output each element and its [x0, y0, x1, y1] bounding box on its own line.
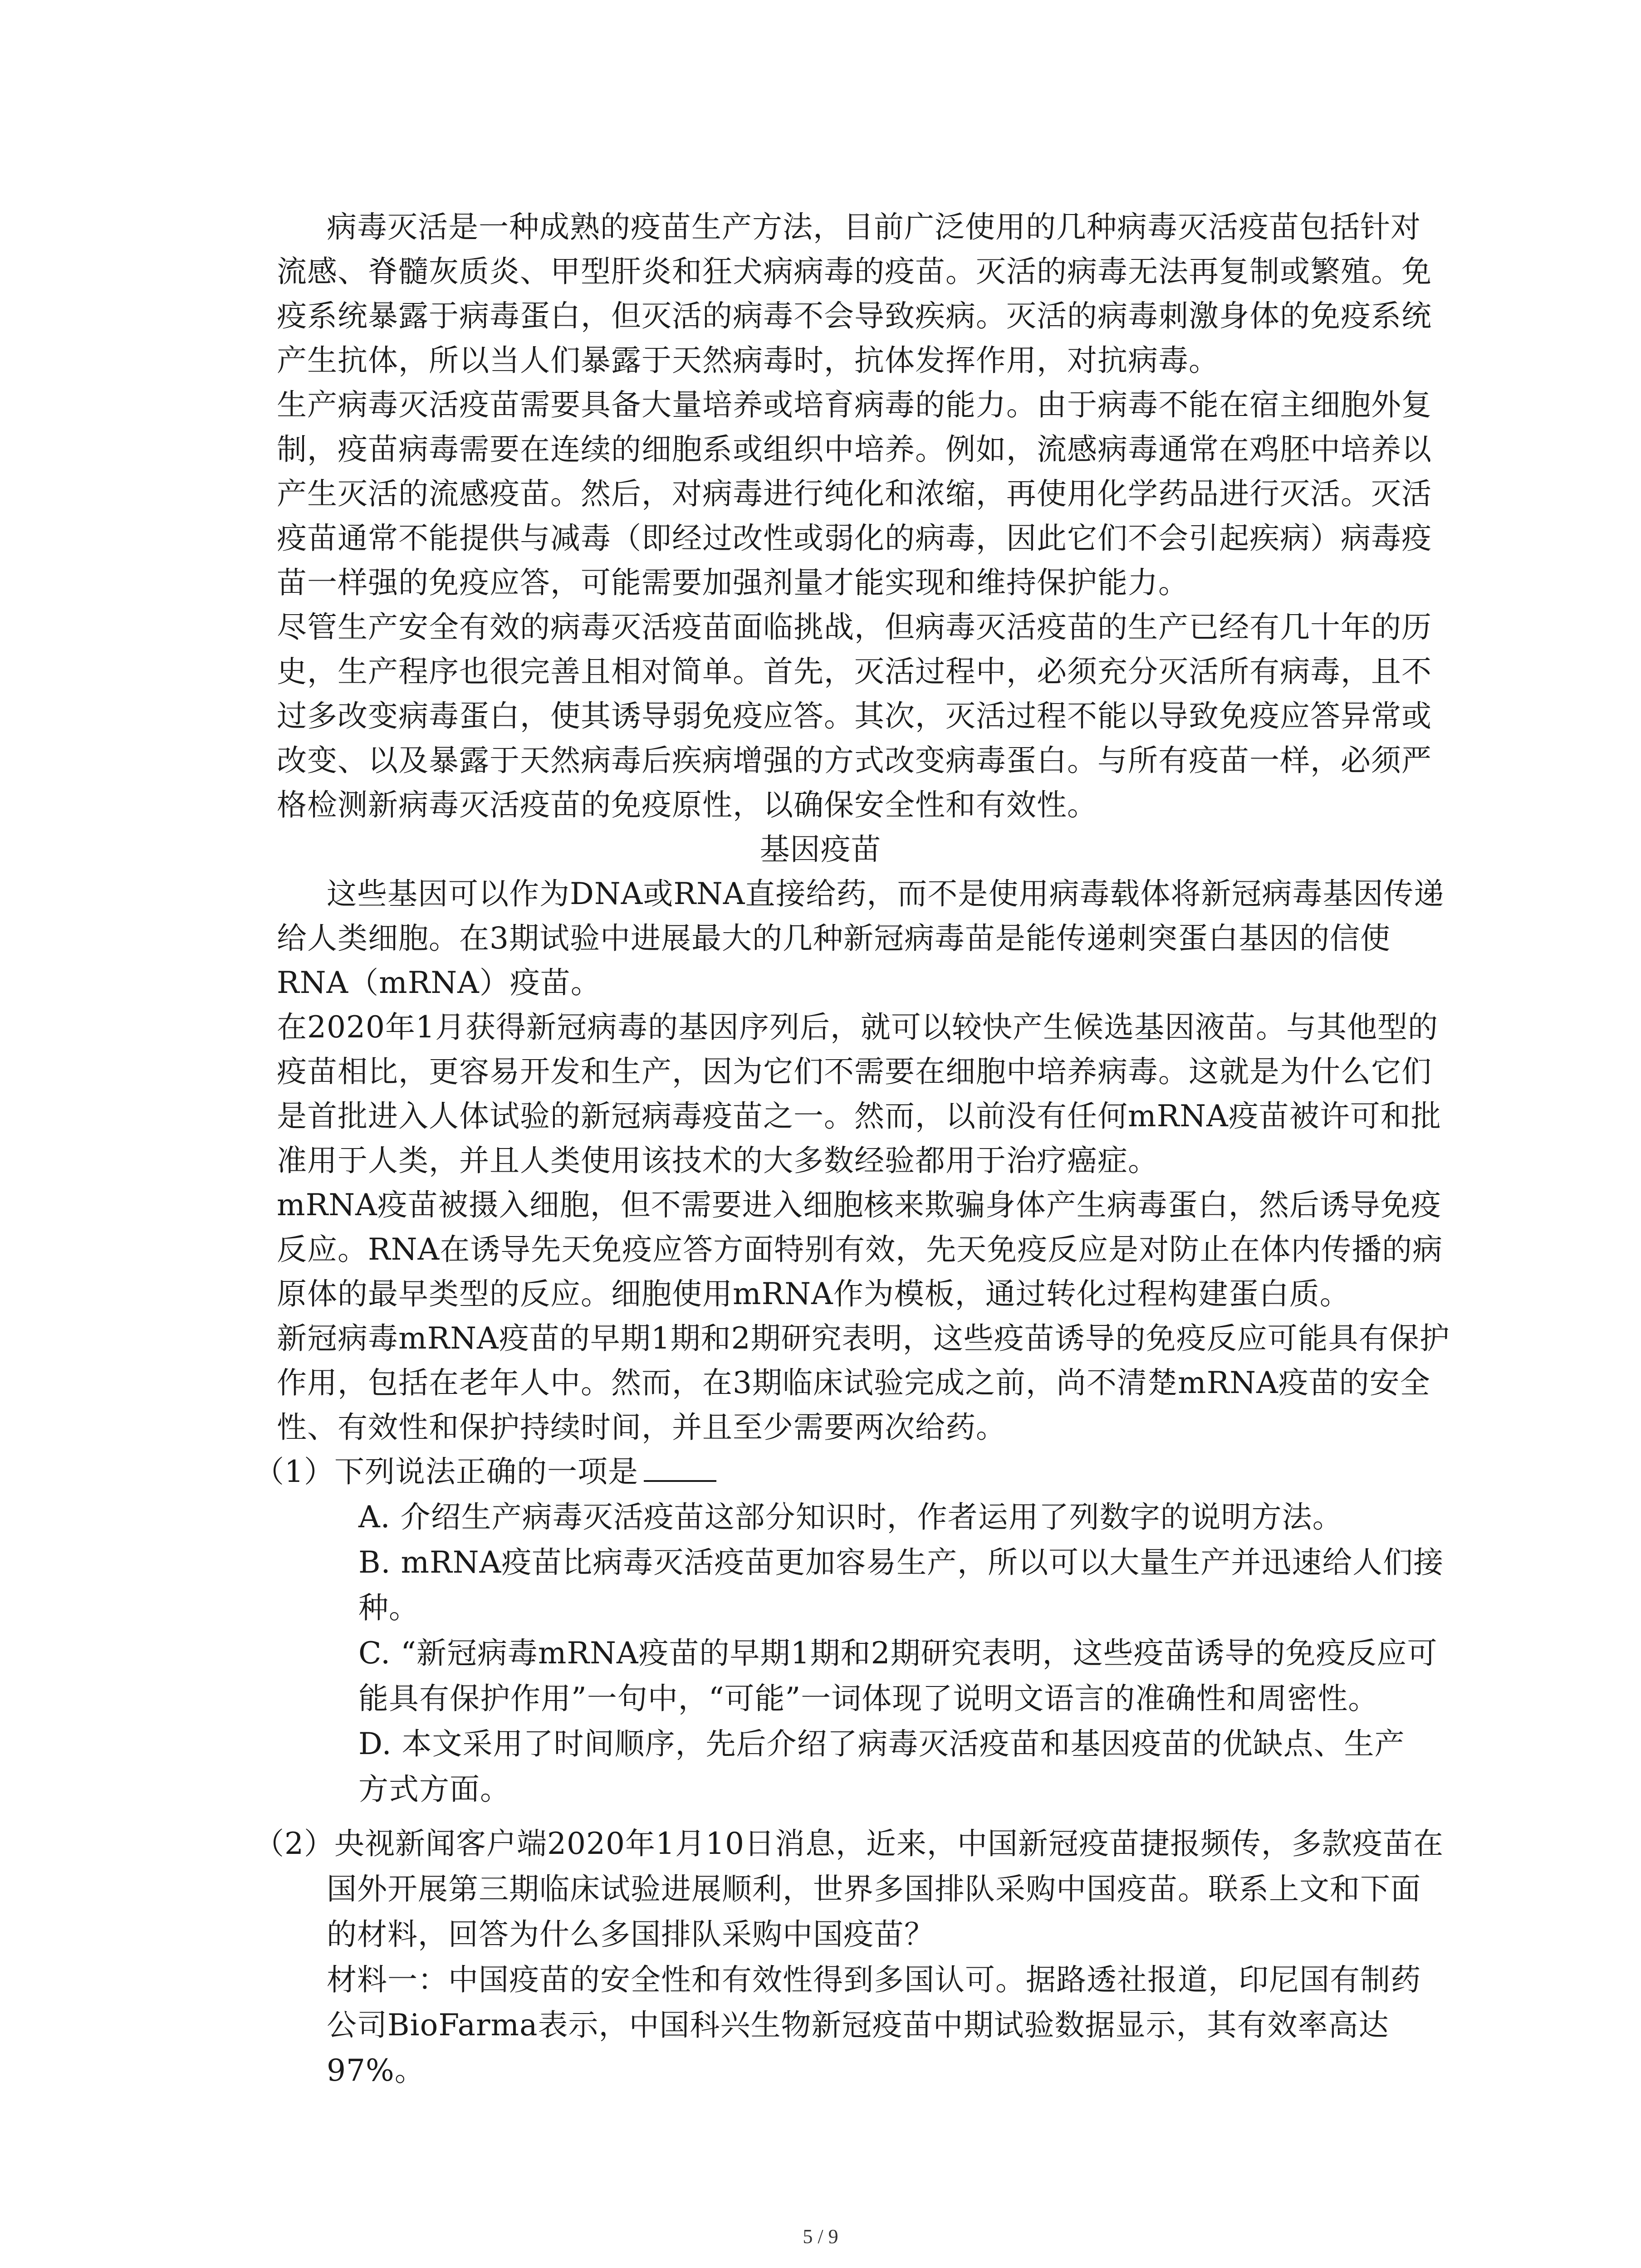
text-line: 制，疫苗病毒需要在连续的细胞系或组织中培养。例如，流感病毒通常在鸡胚中培养以: [277, 432, 1432, 467]
question-1: [254, 1450, 716, 1494]
text-line: 新冠病毒mRNA疫苗的早期1期和2期研究表明，这些疫苗诱导的免疫反应可能具有保护: [277, 1321, 1450, 1356]
page-number: 5 / 9: [803, 2225, 838, 2248]
text-line: 这些基因可以作为DNA或RNA直接给药，而不是使用病毒载体将新冠病毒基因传递: [327, 876, 1445, 911]
text-line: 产生抗体，所以当人们暴露于天然病毒时，抗体发挥作用，对抗病毒。: [277, 343, 1219, 378]
text-line: 病毒灭活是一种成熟的疫苗生产方法，目前广泛使用的几种病毒灭活疫苗包括针对: [327, 210, 1421, 244]
text-line: 疫系统暴露于病毒蛋白，但灭活的病毒不会导致疾病。灭活的病毒刺激身体的免疫系统: [277, 298, 1432, 333]
text-line: 准用于人类，并且人类使用该技术的大多数经验都用于治疗癌症。: [277, 1143, 1158, 1178]
material-1-cont: 97%。: [327, 2053, 425, 2088]
text-line: 史，生产程序也很完善且相对简单。首先，灭活过程中，必须充分灭活所有病毒，且不: [277, 654, 1432, 689]
text-line: 疫苗相比，更容易开发和生产，因为它们不需要在细胞中培养病毒。这就是为什么它们: [277, 1054, 1432, 1089]
text-line: 尽管生产安全有效的病毒灭活疫苗面临挑战，但病毒灭活疫苗的生产已经有几十年的历: [277, 610, 1432, 645]
text-line: 疫苗通常不能提供与减毒（即经过改性或弱化的病毒，因此它们不会引起疾病）病毒疫: [277, 521, 1432, 556]
question-2-cont: 国外开展第三期临床试验进展顺利，世界多国排队采购中国疫苗。联系上文和下面: [327, 1872, 1421, 1906]
text-line: 反应。RNA在诱导先天免疫应答方面特别有效，先天免疫反应是对防止在体内传播的病: [277, 1232, 1443, 1267]
option-a: A. 介绍生产病毒灭活疫苗这部分知识时，作者运用了列数字的说明方法。: [358, 1500, 1343, 1535]
text-line: mRNA疫苗被摄入细胞，但不需要进入细胞核来欺骗身体产生病毒蛋白，然后诱导免疫: [277, 1188, 1441, 1222]
text-line: 给人类细胞。在3期试验中进展最大的几种新冠病毒苗是能传递刺突蛋白基因的信使: [277, 921, 1391, 956]
text-line: 性、有效性和保护持续时间，并且至少需要两次给药。: [277, 1410, 1006, 1445]
text-line: 原体的最早类型的反应。细胞使用mRNA作为模板，通过转化过程构建蛋白质。: [277, 1276, 1350, 1311]
section-heading: 基因疫苗: [759, 832, 882, 867]
option-c: C. “新冠病毒mRNA疫苗的早期1期和2期研究表明，这些疫苗诱导的免疫反应可: [358, 1636, 1438, 1671]
text-line: 作用，包括在老年人中。然而，在3期临床试验完成之前，尚不清楚mRNA疫苗的安全: [277, 1365, 1430, 1400]
text-line: 苗一样强的免疫应答，可能需要加强剂量才能实现和维持保护能力。: [277, 565, 1189, 600]
text-line: 流感、脊髓灰质炎、甲型肝炎和狂犬病病毒的疫苗。灭活的病毒无法再复制或繁殖。免: [277, 254, 1432, 289]
option-c-cont: 能具有保护作用”一句中，“可能”一词体现了说明文语言的准确性和周密性。: [358, 1681, 1379, 1716]
text-line: 产生灭活的流感疫苗。然后，对病毒进行纯化和浓缩，再使用化学药品进行灭活。灭活: [277, 476, 1432, 511]
text-line: 在2020年1月获得新冠病毒的基因序列后，就可以较快产生候选基因液苗。与其他型的: [277, 1010, 1438, 1045]
option-b-cont: 种。: [358, 1590, 419, 1625]
option-d: D. 本文采用了时间顺序，先后介绍了病毒灭活疫苗和基因疫苗的优缺点、生产: [358, 1726, 1405, 1761]
text-line: 是首批进入人体试验的新冠病毒疫苗之一。然而，以前没有任何mRNA疫苗被许可和批: [277, 1099, 1441, 1134]
material-1-cont: 公司BioFarma表示，中国科兴生物新冠疫苗中期试验数据显示，其有效率高达: [327, 2008, 1389, 2043]
question-2: （2）央视新闻客户端2020年1月10日消息，近来，中国新冠疫苗捷报频传，多款疫苗在: [254, 1826, 1444, 1861]
question-1-stem: （1）下列说法正确的一项是: [254, 1454, 638, 1489]
text-line: 过多改变病毒蛋白，使其诱导弱免疫应答。其次，灭活过程不能以导致免疫应答异常或: [277, 699, 1432, 733]
answer-blank[interactable]: [644, 1453, 716, 1482]
option-b: B. mRNA疫苗比病毒灭活疫苗更加容易生产，所以可以大量生产并迅速给人们接: [358, 1545, 1444, 1580]
question-2-cont: 的材料，回答为什么多国排队采购中国疫苗？: [327, 1917, 935, 1952]
text-line: RNA（mRNA）疫苗。: [277, 965, 601, 1000]
text-line: 格检测新病毒灭活疫苗的免疫原性，以确保安全性和有效性。: [277, 787, 1097, 822]
text-line: 生产病毒灭活疫苗需要具备大量培养或培育病毒的能力。由于病毒不能在宿主细胞外复: [277, 387, 1432, 422]
text-line: 改变、以及暴露于天然病毒后疾病增强的方式改变病毒蛋白。与所有疫苗一样，必须严: [277, 743, 1432, 778]
material-1: 材料一：中国疫苗的安全性和有效性得到多国认可。据路透社报道，印尼国有制药: [327, 1962, 1421, 1997]
option-d-cont: 方式方面。: [358, 1772, 510, 1807]
